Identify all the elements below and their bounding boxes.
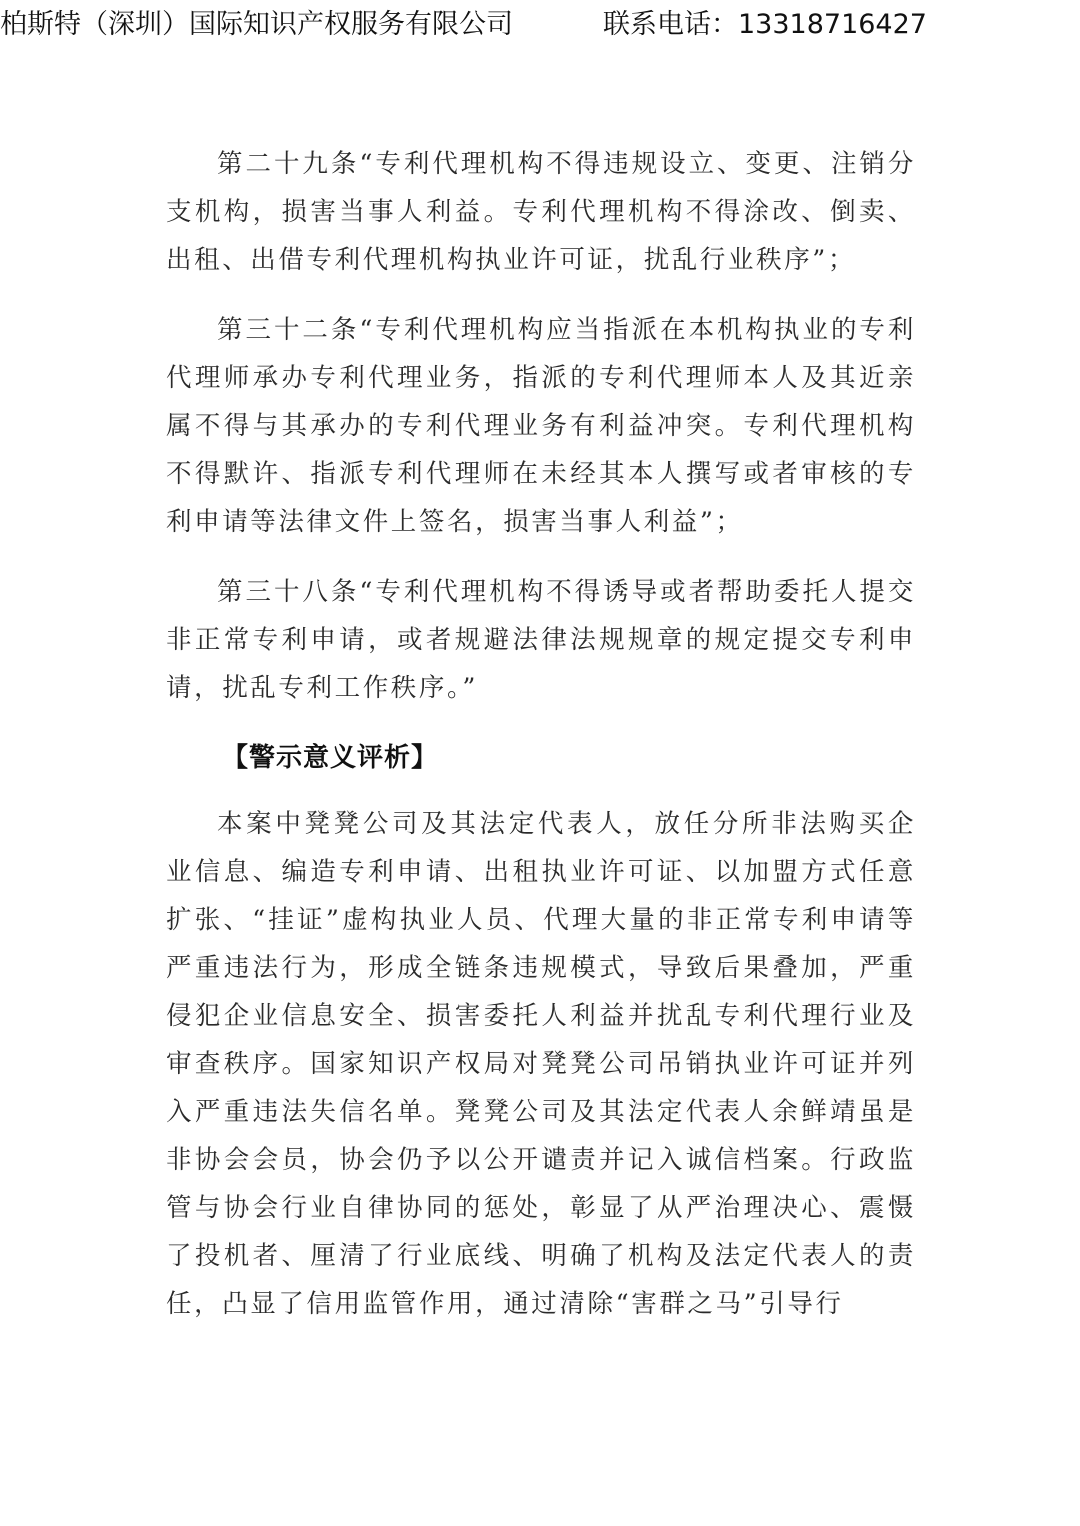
section-heading: 【警示意义评析】 <box>222 743 439 773</box>
article-29-paragraph: 第二十九条“专利代理机构不得违规设立、变更、注销分支机构，损害当事人利益。专利代理机构不得涂改、倒卖、出租、出借专利代理机构执业许可证，扰乱行业秩序”； <box>166 149 916 275</box>
analysis-paragraph: 本案中凳凳公司及其法定代表人，放任分所非法购买企业信息、编造专利申请、出租执业许可证、以加盟方式任意扩张、“挂证”虚构执业人员、代理大量的非正常专利申请等严重违法行为，形成全链条违规模式，导致后果叠加，严重侵犯企业信息安全、损害委托人利益并扰乱专利代理行业及审查秩序。国家知识产权局对凳凳公司吊销执业许可证并列入严重违法失信名单。凳凳公司及其法定代表人余鲜靖虽是非协会会员，协会仍予以公开谴责并记入诚信档案。行政监管与协会行业自律协同的惩处，彰显了从严治理决心、震慑了投机者、厘清了行业底线、明确了机构及法定代表人的责任，凸显了信用监管作用，通过清除“害群之马”引导行 <box>166 809 916 1319</box>
company-name: 柏斯特（深圳）国际知识产权服务有限公司 <box>0 9 513 40</box>
article-32-paragraph: 第三十二条“专利代理机构应当指派在本机构执业的专利代理师承办专利代理业务，指派的专利代理师本人及其近亲属不得与其承办的专利代理业务有利益冲突。专利代理机构不得默许、指派专利代理师在未经其本人撰写或者审核的专利申请等法律文件上签名，损害当事人利益”； <box>166 315 916 537</box>
contact-phone: 联系电话：13318716427 <box>603 9 927 40</box>
page-header <box>0 0 1080 44</box>
article-body <box>166 140 916 1350</box>
article-38-paragraph: 第三十八条“专利代理机构不得诱导或者帮助委托人提交非正常专利申请，或者规避法律法规规章的规定提交专利申请，扰乱专利工作秩序。” <box>166 577 916 703</box>
